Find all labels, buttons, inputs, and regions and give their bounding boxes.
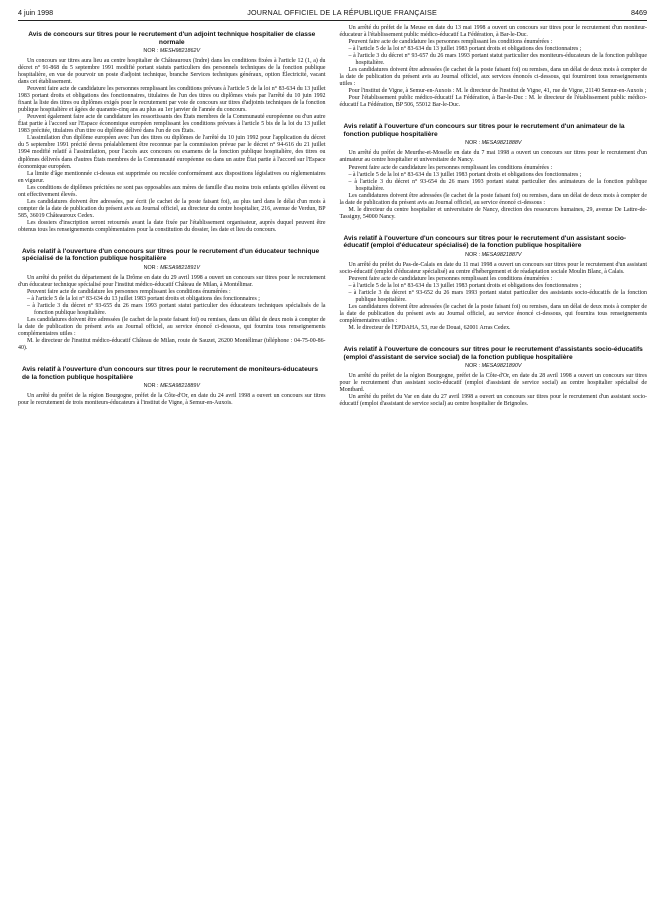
notice-paragraph: L'assimilation d'un diplôme européen avec l'un des titres ou diplômes de l'arrêté du 10 juin 1992 pour l'application du décret du 5 septembre 1991 précité devra préalablement être reconnue par la commission prévue par le décret n° 94-616 du 21 juillet 1994 modifié relatif à l'assimilation, pour l'accès aux concours ou examens de la fonction publique hospitalière, des titres ou diplômes délivrés dans d'autres États membres de la Communauté européenne ou dans un autre État partie à l'accord sur l'Espace économique européen.: [18, 135, 326, 170]
nor-code: MESH9821862V: [159, 48, 201, 55]
notice-paragraph: Un arrêté du préfet de la région Bourgogne, préfet de la Côte-d'Or, en date du 28 avril 1998 a ouvert un concours sur titres pour le recrutement d'un assistant socio-éducatif (emploi d'assistant de service social) au centre hospitalier spécialisé de Montbard.: [339, 373, 647, 394]
nor-label: NOR :: [465, 363, 481, 370]
notice-paragraph: M. le directeur du centre hospitalier et universitaire de Nancy, direction des ressources humaines, 29, avenue De Lattre-de-Tassigny, 54000 Nancy.: [339, 206, 647, 220]
left-column: [18, 25, 326, 408]
notice-paragraph: M. le directeur de l'institut médico-éducatif Château de Milan, route de Sauzet, 26200 Montélimar (téléphone : 04-75-00-86-40).: [18, 338, 326, 352]
nor-label: NOR :: [465, 140, 481, 147]
notice-title: Avis relatif à l'ouverture de concours sur titres pour le recrutement d'assistants socio-éducatifs (emploi d'assistant de service social) de la fonction publique hospitalière: [343, 346, 643, 361]
notice-title: Avis de concours sur titres pour le recrutement d'un adjoint technique hospitalier de classe normale: [28, 31, 316, 46]
notice-paragraph: La limite d'âge mentionnée ci-dessus est supprimée ou reculée conformément aux dispositions législatives ou réglementaires en vigueur.: [18, 170, 326, 184]
nor-reference: [18, 48, 326, 54]
notice-paragraph: M. le directeur de l'EPDAHA, 53, rue de Douai, 62001 Arras Cedex.: [348, 325, 511, 332]
condition-item: – à l'article 3 du décret n° 93-654 du 26 mars 1993 portant statut particulier des animateurs de la fonction publique hospitalière.: [348, 178, 647, 192]
notice-paragraph: Les candidatures doivent être adressées (le cachet de la poste faisant foi) ou remises, dans un délai de deux mois à compter de la date de publication du présent avis au Journal officiel, au service énoncé ci-dessous, qui fournira tous renseignements complémentaires utiles :: [339, 304, 647, 325]
header-journal-title: JOURNAL OFFICIEL DE LA RÉPUBLIQUE FRANÇAISE: [247, 8, 437, 17]
nor-label: NOR :: [143, 383, 159, 390]
notice-paragraph: Peuvent faire acte de candidature les personnes remplissant les conditions prévues à l'article 5 de la loi n° 83-634 du 13 juillet 1983 portant droits et obligations des fonctionnaires, titulaires de l'un des titres ou diplômes visés par l'arrêté du 10 juin 1992 fixant la liste des titres ou diplômes exigés pour le recrutement par voie de concours sur titres d'adjoints techniques de la fonction publique hospitalière et âgées de quarante-cinq ans au plus au 1er janvier de l'année du concours.: [18, 86, 326, 114]
notice-paragraph: Un arrêté du préfet de Meurthe-et-Moselle en date du 7 mai 1998 a ouvert un concours sur titres pour le recrutement d'un animateur au centre hospitalier et universitaire de Nancy.: [339, 150, 647, 164]
notice-paragraph: Peuvent également faire acte de candidature les ressortissants des États membres de la Communauté européenne ou d'un autre État partie à l'accord sur l'Espace économique européen remplissant les conditions prévues à l'article 5 bis de la loi du 13 juillet 1983 précitée, titulaires d'un titre ou diplôme délivré dans l'un de ces États.: [18, 114, 326, 135]
condition-item: – à l'article 3 du décret n° 93-655 du 26 mars 1993 portant statut particulier des éducateurs techniques spécialisés de la fonction publique hospitalière.: [27, 303, 326, 317]
page-header: [18, 8, 647, 21]
notice-paragraph: Un arrêté du préfet du département de la Drôme en date du 29 avril 1998 a ouvert un concours sur titres pour le recrutement d'un éducateur technique spécialisé pour l'institut médico-éducatif Château de Milan, à Montélimar.: [18, 274, 326, 288]
condition-item: – à l'article 5 de la loi n° 83-634 du 13 juillet 1983 portant droits et obligations des fonctionnaires ;: [348, 282, 582, 289]
nor-label: NOR :: [143, 264, 159, 271]
notice-paragraph: Les dossiers d'inscription seront retournés avant la date fixée par l'établissement organisateur, auprès duquel peuvent être obtenus tous les renseignements complémentaires pour la constitution du dossier, les date et lieu du concours.: [18, 219, 326, 233]
nor-reference: [18, 265, 326, 271]
notice-paragraph: Pour l'établissement public médico-éducatif La Fédération, à Bar-le-Duc : M. le directeur de l'établissement public médico-éducatif La Fédération, BP 506, 55012 Bar-le-Duc.: [339, 95, 647, 109]
nor-reference: [340, 363, 648, 369]
condition-item: – à l'article 5 de la loi n° 83-634 du 13 juillet 1983 portant droits et obligations des fonctionnaires ;: [27, 296, 260, 302]
nor-reference: [18, 383, 326, 389]
notice-title: Avis relatif à l'ouverture d'un concours sur titres pour le recrutement d'un éducateur technique spécialisé de la fonction publique hospitalière: [22, 247, 320, 263]
nor-code: MESA9821888V: [481, 140, 522, 147]
nor-label: NOR :: [465, 251, 481, 258]
notice-title: Avis relatif à l'ouverture d'un concours sur titres pour le recrutement d'un animateur de la fonction publique hospitalière: [343, 123, 625, 138]
notice-paragraph: Un arrêté du préfet de la Meuse en date du 13 mai 1998 a ouvert un concours sur titres pour le recrutement d'un moniteur-éducateur à l'établissement public médico-éducatif La Fédération, à Bar-le-Duc.: [339, 25, 647, 39]
notice-paragraph: Peuvent faire acte de candidature les personnes remplissant les conditions énumérées :: [27, 288, 231, 295]
notice-paragraph: Peuvent faire acte de candidature les personnes remplissant les conditions énumérées :: [348, 275, 553, 282]
nor-label: NOR :: [143, 48, 159, 55]
nor-code: MESA9821890V: [481, 363, 522, 370]
notice-title: Avis relatif à l'ouverture d'un concours sur titres pour le recrutement d'un assistant socio-éducatif (emploi d'éducateur spécialisé) de la fonction publique hospitalière: [343, 234, 627, 250]
nor-code: MESA9821889V: [160, 383, 200, 390]
nor-code: MESA9821887V: [481, 251, 522, 258]
notice-paragraph: Un arrêté du préfet de la région Bourgogne, préfet de la Côte-d'Or, en date du 24 avril 1998 a ouvert un concours sur titres pour le recrutement de trois moniteurs-éducateurs à l'institut de Vigne, à Semur-en-Auxois.: [18, 393, 326, 407]
header-date: 4 juin 1998: [18, 8, 54, 17]
notice-paragraph: Un arrêté du préfet du Pas-de-Calais en date du 11 mai 1998 a ouvert un concours sur titres pour le recrutement d'un assistant socio-éducatif (emploi d'éducateur spécialisé) au centre d'hébergement et de réadaptation sociale Moulin Blanc, à Calais.: [339, 261, 647, 275]
condition-item: – à l'article 3 du décret n° 93-652 du 26 mars 1993 portant statut particulier des assistants socio-éducatifs de la fonction publique hospitalière.: [348, 289, 647, 303]
notice-paragraph: Les conditions de diplômes précitées ne sont pas opposables aux mères de famille d'au moins trois enfants qu'elles élèvent ou ont effectivement élevés.: [18, 184, 326, 198]
nor-reference: [340, 252, 648, 258]
header-page-number: 8469: [631, 8, 647, 17]
condition-item: – à l'article 5 de la loi n° 83-634 du 13 juillet 1983 portant droits et obligations des fonctionnaires ;: [348, 46, 582, 53]
notice-paragraph: Peuvent faire acte de candidature les personnes remplissant les conditions énumérées :: [348, 164, 553, 171]
notice-paragraph: Les candidatures doivent être adressées (le cachet de la poste faisant foi) ou remises, dans un délai de deux mois à compter de la date de publication du présent avis au Journal officiel, au service énoncé ci-dessous, qui fournira tous renseignements complémentaires utiles :: [18, 317, 326, 338]
notice-paragraph: Pour l'institut de Vigne, à Semur-en-Auxois : M. le directeur de l'institut de Vigne, 41, rue de Vigne, 21140 Semur-en-Auxois ;: [348, 88, 647, 95]
condition-item: – à l'article 5 de la loi n° 83-634 du 13 juillet 1983 portant droits et obligations des fonctionnaires ;: [348, 171, 582, 178]
condition-item: – à l'article 3 du décret n° 93-657 du 26 mars 1993 portant statut particulier des moniteurs-éducateurs de la fonction publique hospitalière.: [348, 53, 647, 67]
nor-reference: [340, 140, 648, 146]
nor-code: MESA9821891V: [160, 264, 200, 271]
notice-paragraph: Les candidatures doivent être adressées (le cachet de la poste faisant foi) ou remises, dans un délai de deux mois à compter de la date de publication du présent avis au Journal officiel, au service énoncé ci-dessous :: [339, 192, 647, 206]
right-column: [340, 25, 648, 408]
notice-paragraph: Les candidatures doivent être adressées, par écrit (le cachet de la poste faisant foi), au plus tard dans le délai d'un mois à compter de la date de publication du présent avis au Journal officiel, au directeur du centre hospitalier, 216, avenue de Verdun, BP 585, 36019 Châteauroux Cedex.: [18, 198, 326, 219]
notice-paragraph: Les candidatures doivent être adressées (le cachet de la poste faisant foi) ou remises, dans un délai de deux mois à compter de la date de publication du présent avis au Journal officiel, aux services énoncés ci-dessous, qui fourniront tous renseignements utiles :: [339, 67, 647, 88]
notice-paragraph: Un arrêté du préfet du Var en date du 27 avril 1998 a ouvert un concours sur titres pour le recrutement d'un assistant socio-éducatif (emploi d'assistant de service social) au centre hospitalier de Brignoles.: [339, 394, 647, 408]
notice-paragraph: Peuvent faire acte de candidature les personnes remplissant les conditions énumérées :: [348, 39, 553, 46]
two-column-body: [18, 25, 647, 408]
notice-title: Avis relatif à l'ouverture d'un concours sur titres pour le recrutement de moniteurs-éducateurs de la fonction publique hospitalière: [22, 366, 319, 381]
notice-paragraph: Un concours sur titres aura lieu au centre hospitalier de Châteauroux (Indre) dans les conditions fixées à l'article 12 (1, a) du décret n° 91-868 du 5 septembre 1991 modifié portant statuts particuliers des personnels techniques de la fonction publique hospitalière, en vue de pourvoir un poste d'adjoint technique, branche Services techniques généraux, option Électricité, vacant dans cet établissement.: [18, 58, 326, 86]
